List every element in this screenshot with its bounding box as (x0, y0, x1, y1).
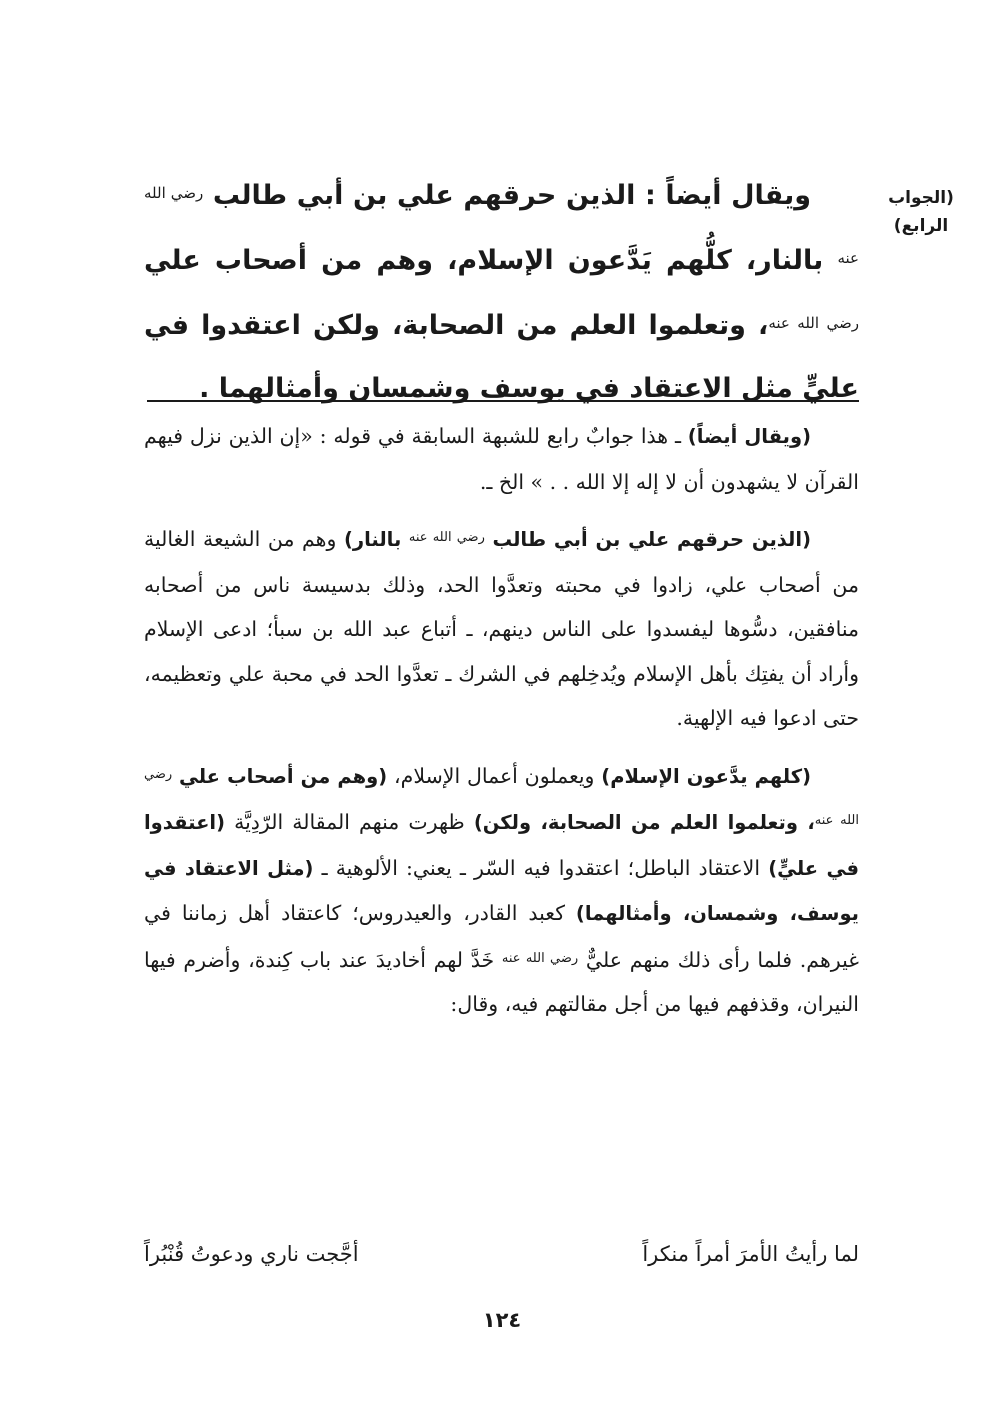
main-text-part-1: ويقال أيضاً : الذين حرقهم علي بن أبي طالب (212, 180, 812, 211)
commentary-p2-bold-2: بالنار) (343, 528, 402, 551)
honorific-seal-2: رضي الله عنه (768, 314, 859, 332)
commentary-paragraph-1 (144, 414, 859, 504)
margin-note-line-2: الرابع) (893, 216, 949, 236)
commentary-p2-text-1: وهم من الشيعة الغالية من أصحاب علي، زادوا في محبته وتعدَّوا الحد، وذلك بدسيسة ناس من أصحابه منافقين، دسُّوها ليفسدوا على الناس دينهم، ـ أتباع عبد الله بن سبأ؛ ادعى الإسلام وأراد أن يفتِك بأهل الإسلام ويُدخِلهم في الشرك ـ تعدَّوا الحد في محبة علي وتعظيمه، حتى ادعوا فيه الإلهية. (144, 527, 859, 730)
margin-note (886, 184, 956, 240)
commentary-p2-bold-1: (الذين حرقهم علي بن أبي طالب (492, 528, 811, 551)
commentary-paragraph-2 (144, 516, 859, 741)
commentary-p3-text-5: خَدَّ لهم أخاديدَ عند باب كِندة، وأضرم فيها النيران، وقذفهم فيها من أجل مقالتهم فيه، وقال: (144, 947, 859, 1016)
commentary-p1-text-1: ـ هذا جوابٌ رابع للشبهة السابقة في قوله : «إن الذين نزل فيهم القرآن لا يشهدون أن لا إله إلا الله . . » الخ ـ. (144, 424, 859, 494)
commentary-p3-text-2: ظهرت منهم المقالة الرّدِيَّة (224, 810, 474, 834)
honorific-seal-4: رضي الله عنه (144, 766, 859, 828)
commentary-p3-text-3: الاعتقاد الباطل؛ اعتقدوا فيه السّر ـ يعني: الألوهية ـ (313, 855, 769, 880)
main-text (144, 162, 859, 420)
commentary-paragraph-3 (144, 753, 859, 1027)
commentary-p3-bold-3: ، وتعلموا العلم من الصحابة، ولكن) (473, 811, 815, 834)
main-text-part-2: بالنار، كلُّهم يَدَّعون الإسلام، وهم من أصحاب علي (144, 245, 824, 276)
commentary-p3-bold-1: (كلهم يدَّعون الإسلام) (601, 764, 811, 788)
main-text-part-3: ، وتعلموا العلم من الصحابة، ولكن اعتقدوا في عليٍّ مثل الاعتقاد في يوسف وشمسان وأمثالهما . (144, 310, 859, 404)
commentary-p3-bold-5: (مثل الاعتقاد في يوسف، وشمسان، وأمثالهما) (144, 856, 859, 925)
margin-note-line-1: (الجواب (888, 188, 954, 208)
honorific-seal-1: رضي الله عنه (144, 184, 859, 267)
poetry-verse (144, 1232, 859, 1276)
page-number: ١٢٤ (482, 1308, 522, 1332)
commentary-p3-text-4: كعبد القادر، والعيدروس؛ كاعتقاد أهل زماننا في غيرهم. فلما رأى ذلك منهم عليٌّ (144, 901, 859, 972)
commentary-p1-bold-1: (ويقال أيضاً) (687, 425, 811, 448)
commentary-p3-text-1: ويعملون أعمال الإسلام، (387, 763, 602, 788)
honorific-seal-5: رضي الله عنه (501, 950, 579, 966)
commentary (144, 414, 859, 1039)
verse-hemistich-1: لما رأيتُ الأمرَ أمراً منكراً (642, 1242, 859, 1266)
commentary-p3-bold-2: (وهم من أصحاب علي (178, 764, 388, 788)
verse-hemistich-2: أجَّجت ناري ودعوتُ قُنْبُراً (144, 1242, 359, 1266)
footnote-divider (147, 400, 859, 402)
commentary-p3-bold-4: (اعتقدوا في عليٍّ) (144, 811, 859, 880)
honorific-seal-3: رضي الله عنه (408, 530, 485, 545)
